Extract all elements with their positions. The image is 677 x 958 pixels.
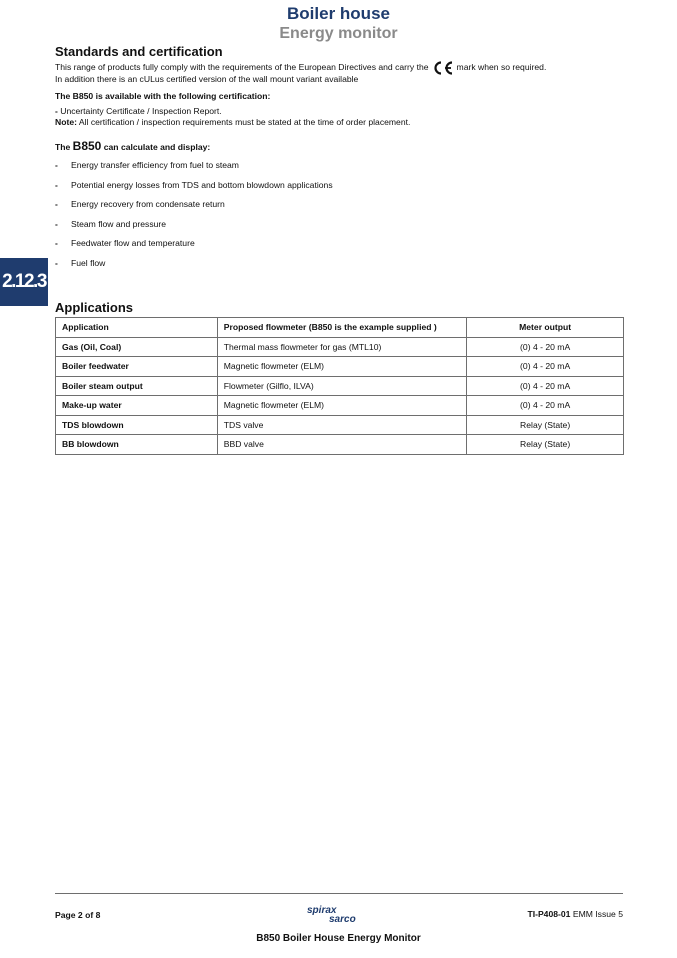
document-reference: [527, 909, 623, 919]
table-cell: Flowmeter (Gilflo, ILVA): [217, 376, 467, 396]
applications-table: [55, 317, 624, 455]
standards-heading: Standards and certification: [55, 44, 223, 59]
table-cell: Gas (Oil, Coal): [56, 337, 218, 357]
feature-list: [55, 159, 333, 277]
document-issue: EMM Issue 5: [572, 909, 623, 919]
certification-dash: -: [55, 106, 61, 116]
header-subtitle: Energy monitor: [279, 25, 398, 42]
table-row: [56, 396, 624, 416]
table-cell: (0) 4 - 20 mA: [467, 357, 624, 377]
page-header: [0, 4, 677, 43]
table-cell: Relay (State): [467, 435, 624, 455]
logo-text-sarco: sarco: [329, 914, 356, 925]
table-cell: (0) 4 - 20 mA: [467, 376, 624, 396]
ce-mark-icon: [432, 61, 454, 75]
table-cell: BBD valve: [217, 435, 467, 455]
table-cell: Boiler feedwater: [56, 357, 218, 377]
standards-text-line2: In addition there is an cULus certified version of the wall mount variant available: [55, 74, 359, 84]
certification-item: [55, 106, 623, 117]
standards-paragraph: [55, 61, 623, 85]
note-label: Note:: [55, 117, 77, 127]
certification-heading: The B850 is available with the following certification:: [55, 91, 271, 101]
calc-heading-model: B850: [72, 139, 102, 153]
table-cell: (0) 4 - 20 mA: [467, 396, 624, 416]
standards-text-1: This range of products fully comply with the requirements of the European Directives and carry the: [55, 62, 429, 72]
certification-note: [55, 117, 623, 128]
table-row: [56, 376, 624, 396]
table-row: [56, 357, 624, 377]
table-cell: (0) 4 - 20 mA: [467, 337, 624, 357]
feature-item: - Fuel flow: [55, 257, 106, 268]
table-cell: Relay (State): [467, 415, 624, 435]
table-header-row: [56, 318, 624, 338]
calc-heading: [55, 139, 623, 153]
table-cell: Magnetic flowmeter (ELM): [217, 396, 467, 416]
document-code: TI-P408-01: [527, 909, 571, 919]
column-header: Proposed flowmeter (B850 is the example supplied ): [217, 318, 467, 338]
logo-text-spirax: spirax: [307, 905, 337, 916]
column-header: Application: [56, 318, 218, 338]
footer-divider: [55, 893, 623, 894]
feature-item: - Energy recovery from condensate return: [55, 199, 225, 210]
page-number: Page 2 of 8: [55, 910, 101, 920]
certification-block: [55, 106, 623, 128]
feature-item: - Potential energy losses from TDS and bottom blowdown applications: [55, 179, 333, 190]
table-cell: BB blowdown: [56, 435, 218, 455]
table-cell: Magnetic flowmeter (ELM): [217, 357, 467, 377]
feature-item: - Energy transfer efficiency from fuel to steam: [55, 160, 239, 170]
header-title: Boiler house: [287, 4, 390, 23]
document-title: B850 Boiler House Energy Monitor: [256, 933, 421, 944]
calc-heading-prefix: The: [55, 142, 71, 152]
table-cell: Make-up water: [56, 396, 218, 416]
column-header: Meter output: [467, 318, 624, 338]
table-row: [56, 415, 624, 435]
table-cell: Thermal mass flowmeter for gas (MTL10): [217, 337, 467, 357]
table-cell: TDS valve: [217, 415, 467, 435]
table-row: [56, 337, 624, 357]
table-row: [56, 435, 624, 455]
certification-item-text: Uncertainty Certificate / Inspection Report.: [60, 106, 222, 116]
feature-item: - Steam flow and pressure: [55, 218, 167, 229]
table-cell: Boiler steam output: [56, 376, 218, 396]
standards-text-2: mark when so required.: [456, 62, 547, 72]
note-text: All certification / inspection requirements must be stated at the time of order placement.: [78, 117, 411, 127]
calc-heading-suffix: can calculate and display:: [103, 142, 211, 152]
table-cell: TDS blowdown: [56, 415, 218, 435]
spirax-sarco-logo: [307, 905, 373, 927]
feature-item: - Feedwater flow and temperature: [55, 238, 195, 249]
section-tab: 2.12.3: [0, 258, 48, 306]
applications-heading: Applications: [55, 300, 134, 315]
